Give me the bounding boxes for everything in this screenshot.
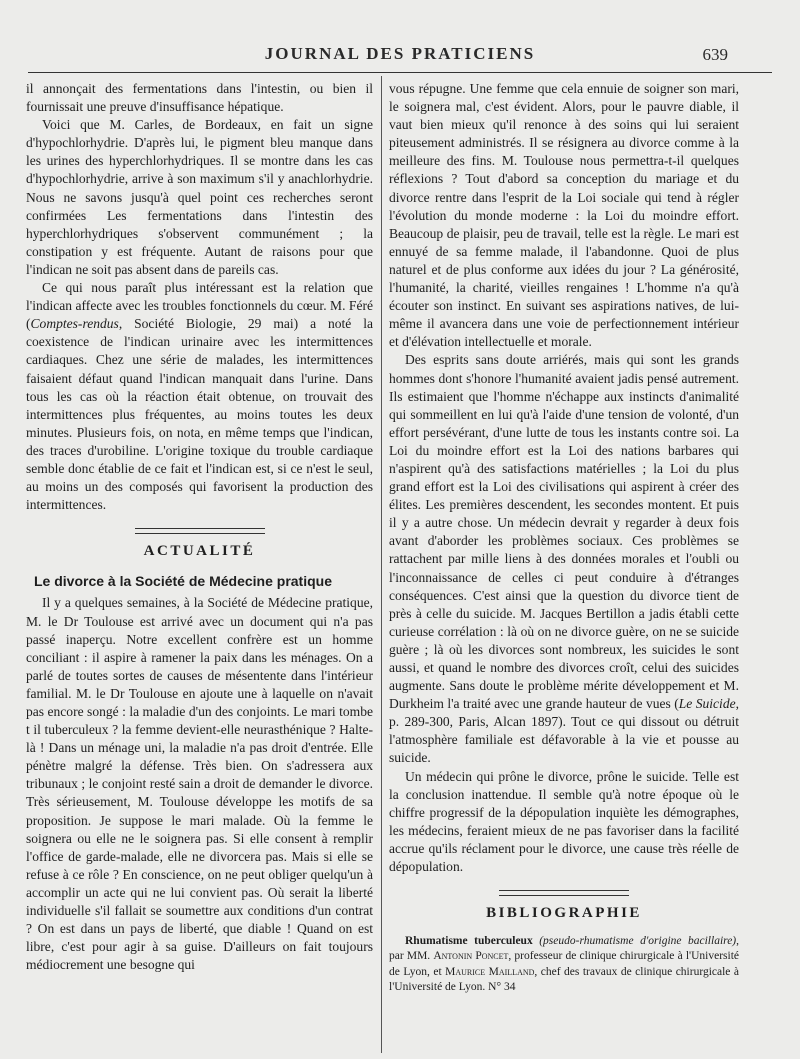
paragraph-carles: Voici que M. Carles, de Bordeaux, en fait un signe d'hypochlorhydrie. D'après lui, le pigment bleu manque dans les urines des hyperchlorhydriques. Il se montre dans les cas d'hypochlorhydrie, arrive à son maximum s'il y anachlorhydrie. Nous ne savons jusqu'à quel point ces recherches seront confirmées Les fermentations dans l'intestin des hyperchlorhydriques s'observent communément ; la constipation y est fréquente. Autant de raisons pour que l'indican ne soit pas absent dans de pareils cas. [26,117,373,277]
fere-text-2: , Société Biologie, 29 mai) a noté la coexistence de l'indican urinaire avec les intermittences cardiaques. Chez une série de malades, les intermittences faisaient défaut quand l'indican manquait dans l'urine. Dans tous les cas où la réaction était obtenue, on trouvait des intermittences plus fréquentes, au moins toutes les deux minutes. Plusieurs fois, on nota, en même temps que l'indican, des traces d'urobiline. L'origine toxique du trouble cardiaque semble donc établie de ce fait et l'indican est, si ce n'est le seul, au moins un des composés qui favorisent la production des intermittences. [26,316,373,513]
paragraph-fere [26,279,373,514]
section-title-bibliographie: BIBLIOGRAPHIE [486,905,642,922]
column-divider [381,76,382,1053]
left-column [26,80,373,1051]
biblio-author-2: Maurice Mailland [445,965,535,978]
biblio-title: Rhumatisme tuberculeux [405,935,533,948]
page-number: 639 [702,45,728,64]
biblio-text-3: , chef des travaux de clinique chirurgicale à l'Université de Lyon. N° 34 [389,965,739,993]
paragraph-esprits [389,351,739,767]
biblio-subtitle: (pseudo-rhumatisme d'origine bacillaire) [539,935,737,948]
fere-text-1: Ce qui nous paraît plus intéressant est la relation que l'indican affecte avec les troubles fonctionnels du cœur. M. Féré ( [26,280,373,332]
biblio-text-1: , par MM. [389,935,739,963]
article-title-divorce: Le divorce à la Société de Médecine pratique [34,573,332,590]
section-separator [499,890,629,896]
fere-citation: Comptes-rendus [30,316,119,332]
durkheim-citation: Le Suicide [678,696,736,712]
paragraph-conclusion: Un médecin qui prône le divorce, prône le suicide. Telle est la conclusion inattendue. Il semble qu'à notre époque où le chiffre progressif de la dépopulation inquiète les démographes, les médecins, feraient mieux de ne pas favoriser dans la facilité accrue qu'ils réclament pour le divorce, une cause très réelle de dépopulation. [389,768,739,875]
running-title: JOURNAL DES PRATICIENS [264,44,536,63]
page-header [28,42,772,73]
biblio-text-2: , professeur de clinique chirurgicale à l'Université de Lyon, et [389,950,739,978]
section-title-actualite: ACTUALITÉ [143,543,256,560]
right-column [389,80,739,1051]
biblio-author-1: Antonin Poncet [433,950,509,963]
esprits-text-1: Des esprits sans doute arriérés, mais qui sont les grands hommes dont s'honore l'humanité avaient jadis pensé autrement. Ils estimaient que l'homme n'échappe aux instincts d'animalité qui sommeillent en lui qu'à l'aide d'une tension de volonté, d'un effort persévérant, d'une lutte de tous les instants contre soi. La Loi du moindre effort est la Loi des nations barbares qui n'aspirent qu'à des satisfactions matérielles ; la Loi du plus grand effort est la Loi des civilisations qui aspirent à créer des élites. Les premières descendent, les secondes montent. Et puis il y a autre chose. Un médecin devrait y regarder à deux fois avant d'aborder les problèmes sociaux. Ces problèmes se rattachent par mille liens à des données morales et l'oubli ou l'inconnaissance de celles ci peut conduire à d'étranges conséquences. C'est ainsi que la question du divorce tient de près à celle du suicide. M. Jacques Bertillon a jadis établi cette curieuse corrélation : là où on ne divorce guère, on ne se suicide guère ; là où les divorces sont nombreux, les suicides le sont aussi, et quand le nombre des divorces croît, celui des suicides augmente. Sans doute le problème mérite développement et M. Durkheim l'a traité avec une grande hauteur de vues ( [389,352,739,712]
bibliography-entry [389,934,739,995]
paragraph-toulouse: Il y a quelques semaines, à la Société de Médecine pratique, M. le Dr Toulouse est arrivé avec un document qui n'a pas passé inaperçu. Notre excellent confrère est un homme conciliant : il aspire à ramener la paix dans les ménages. On a parlé de toutes sortes de causes de mésentente dans l'intérieur familial. M. le Dr Toulouse en ajoute une à laquelle on n'avait pas encore songé : la maladie d'un des conjoints. Le mari tombe t il tuberculeux ? la femme devient-elle neurasthénique ? Halte-là ! Dans un ménage uni, la maladie n'a pas droit d'entrée. Elle pénètre malgré la défense. Très bien. On s'adressera aux tribunaux ; le conjoint resté sain a droit de demander le divorce. Très sérieusement, M. Toulouse développe les motifs de sa proposition. Je suppose le mari malade. Où la femme le soignera ou elle ne le soignera pas. Si elle consent à remplir l'office de garde-malade, elle ne divorcera pas. Mais si elle se refuse à ce rôle ? En conscience, on ne peut obliger quelqu'un à accomplir un acte qui ne lui convient pas. Où serait la liberté individuelle s'il fallait se soumettre aux conditions d'un contrat ? On est dans un pays de liberté, que diable ! Quand on est libre, c'est pour agir à sa guise. D'ailleurs on fait toujours médiocrement une besogne qui [26,595,373,973]
paragraph-indican-end: il annonçait des fermentations dans l'intestin, ou bien il fournissait une preuve d'insuffisance hépatique. [26,81,373,115]
esprits-text-2: , p. 289-300, Paris, Alcan 1897). Tout ce qui dissout ou détruit l'atmosphère familiale est défavorable à la vie et pousse au suicide. [389,696,739,766]
paragraph-divorce-cont: vous répugne. Une femme que cela ennuie de soigner son mari, le soignera mal, c'est évident. Alors, pour le pauvre diable, il vaut bien mieux qu'il renonce à des soins qui lui seraient piteusement administrés. Il se résignera au divorce comme à la meilleure des fins. M. Toulouse nous permettra-t-il quelques réflexions ? Tout d'abord sa conception du mariage et du divorce rentre dans l'esprit de la Loi sociale qui tend à régler l'évolution du monde moderne : la Loi du moindre effort. Beaucoup de plaisir, peu de travail, telle est la règle. Le mari est ennuyé de sa femme malade, il l'abandonne. Quoi de plus naturel et de plus conforme aux idées du jour ? La générosité, l'humanité, la charité, vieilles rengaines ! L'homme n'a qu'à écouter son instinct. En suivant ses aspirations natives, de lui-même il avancera dans une voie de perfectionnement intérieur et d'élévation intellectuelle et morale. [389,81,739,350]
section-separator [135,528,265,534]
